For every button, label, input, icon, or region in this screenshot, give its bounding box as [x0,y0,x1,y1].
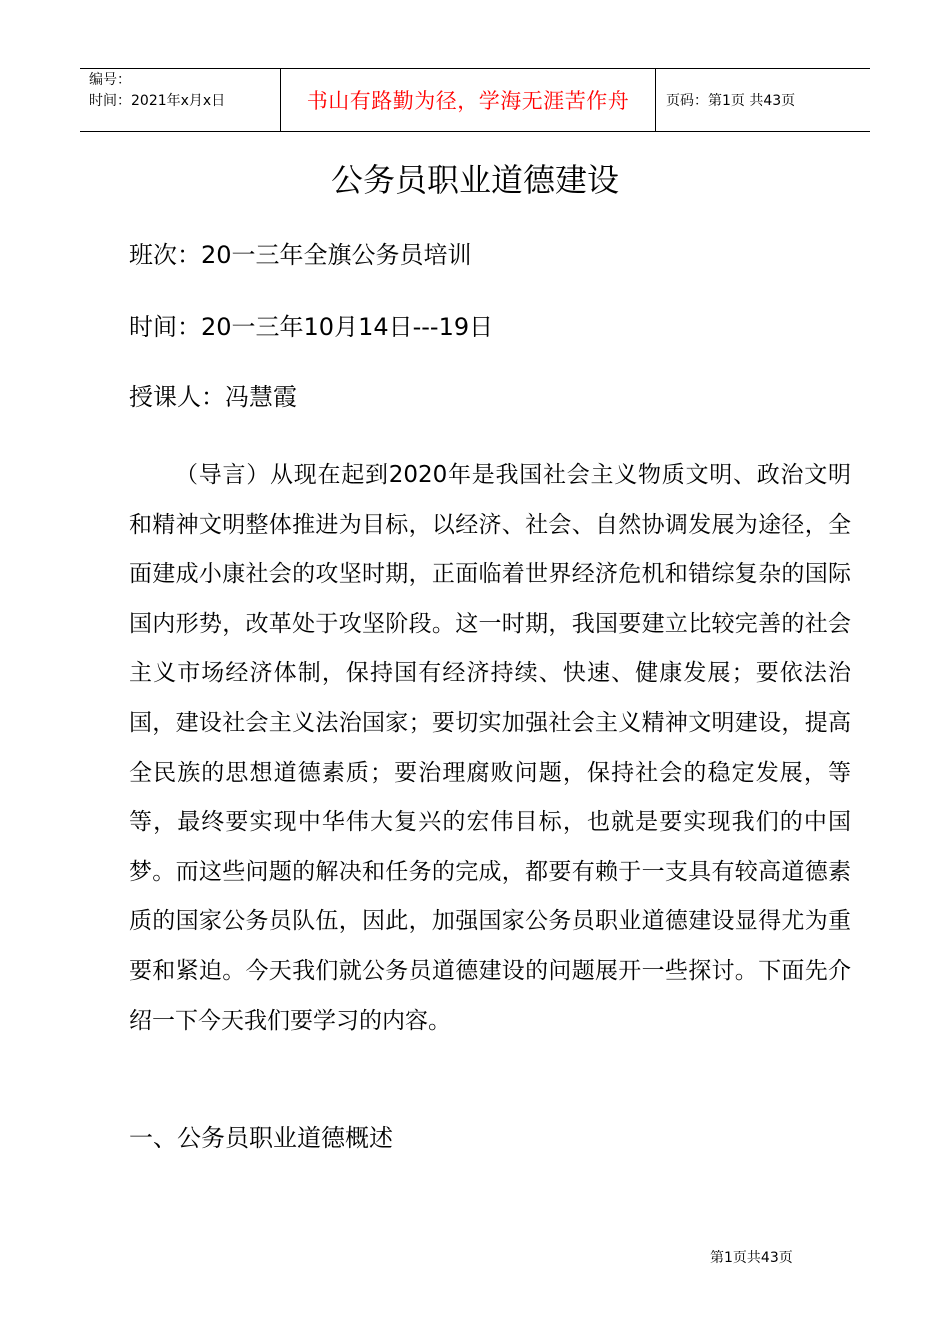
section-heading-1: 一、公务员职业道德概述 [129,1124,393,1152]
page-header [80,68,870,132]
footer-page-number: 第1页共43页 [710,1250,793,1266]
header-info-cell [80,69,281,131]
time-line: 时间：20一三年10月14日---19日 [129,313,494,341]
document-title: 公务员职业道德建设 [330,161,619,199]
header-motto: 书山有路勤为径，学海无涯苦作舟 [281,69,656,131]
intro-paragraph: （导言）从现在起到2020年是我国社会主义物质文明、政治文明和精神文明整体推进为目标，以经济、社会、自然协调发展为途径，全面建成小康社会的攻坚时期，正面临着世界经济危机和错综复杂的国际国内形势，改革处于攻坚阶段。这一时期，我国要建立比较完善的社会主义市场经济体制，保持国有经济持续、快速、健康发展；要依法治国，建设社会主义法治国家；要切实加强社会主义精神文明建设，提高全民族的思想道德素质；要治理腐败问题，保持社会的稳定发展，等等，最终要实现中华伟大复兴的宏伟目标，也就是要实现我们的中国梦。而这些问题的解决和任务的完成，都要有赖于一支具有较高道德素质的国家公务员队伍，因此，加强国家公务员职业道德建设显得尤为重要和紧迫。今天我们就公务员道德建设的问题展开一些探讨。下面先介绍一下今天我们要学习的内容。 [129,462,851,1034]
header-page-number: 页码：第1页 共43页 [666,93,796,109]
serial-number-label: 编号： [89,72,131,88]
header-time-label: 时间：2021年x月x日 [89,93,226,109]
class-line: 班次：20一三年全旗公务员培训 [129,241,472,269]
lecturer-line: 授课人：冯慧霞 [129,383,297,411]
